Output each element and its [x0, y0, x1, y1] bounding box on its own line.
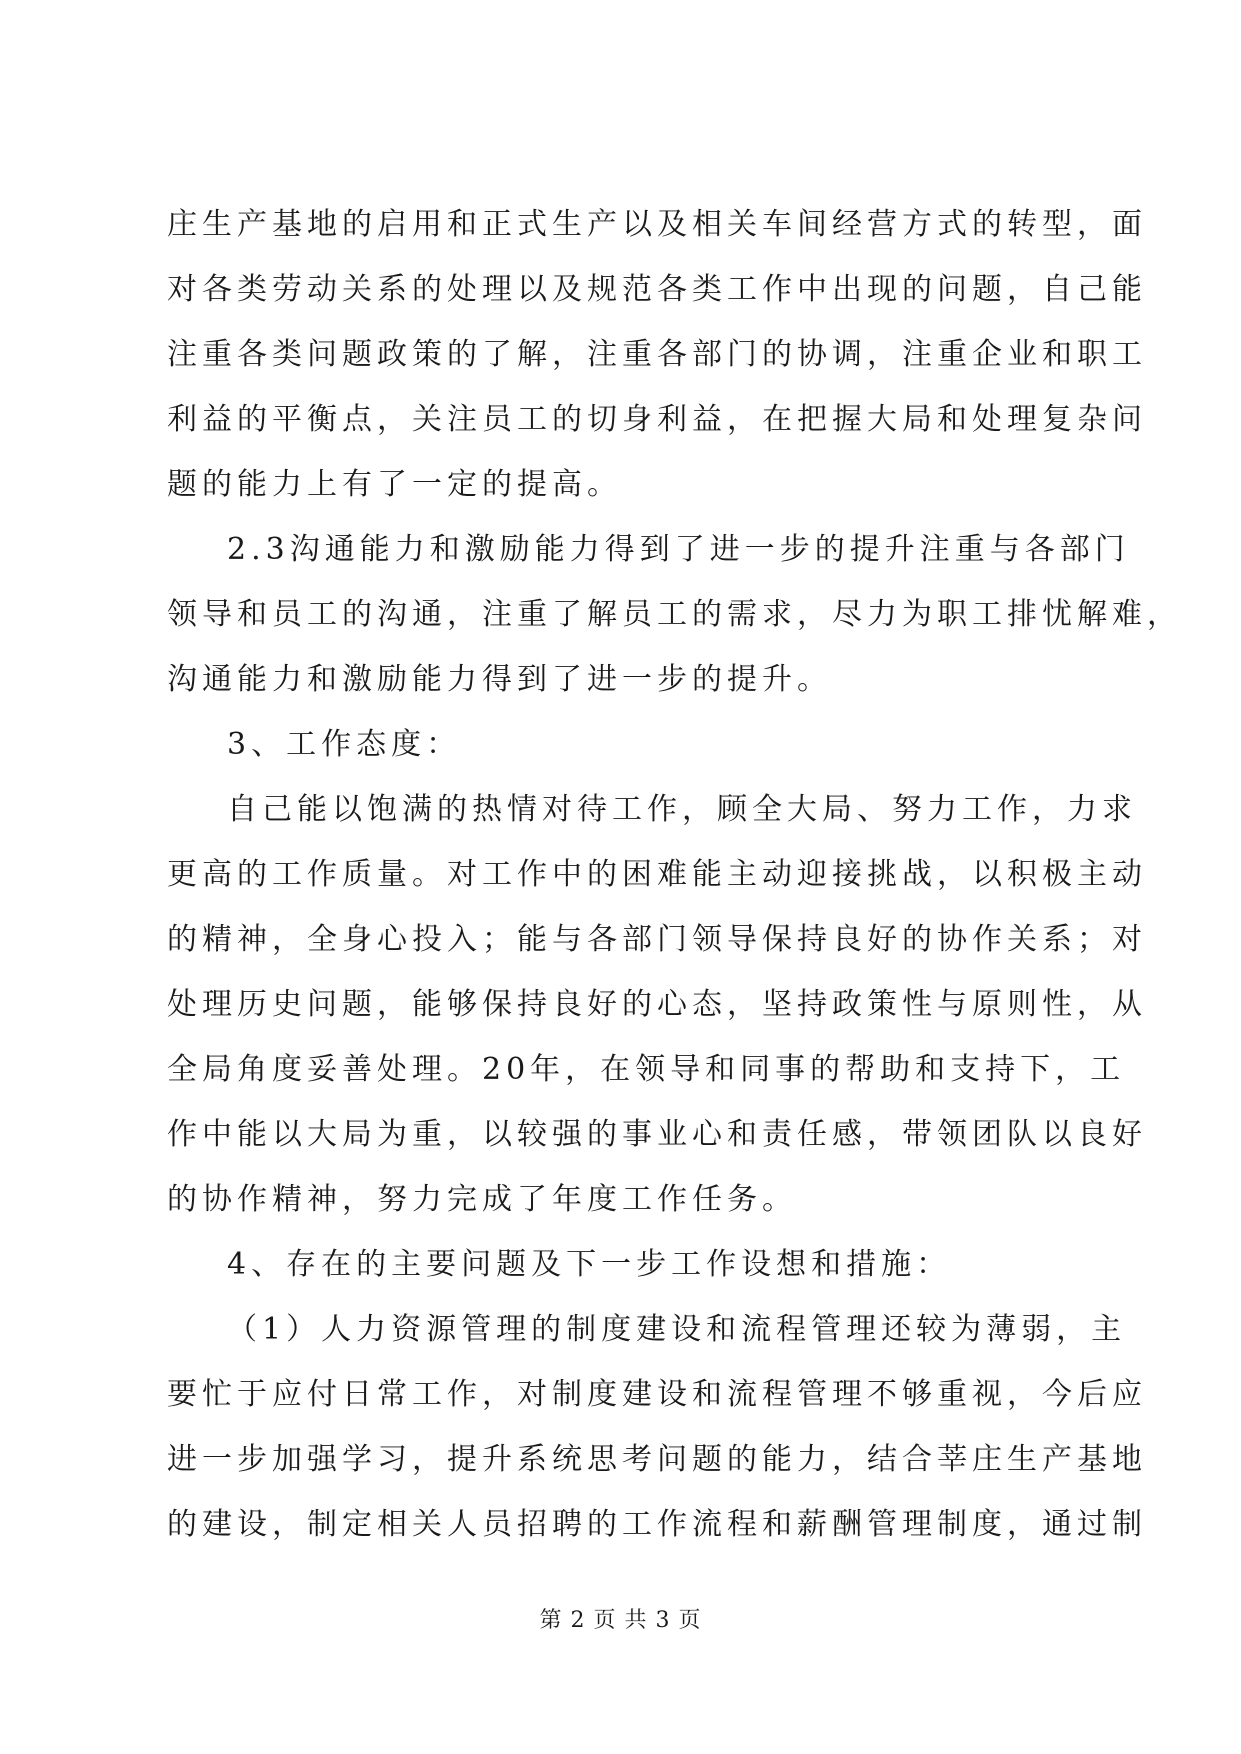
text-line: 处理历史问题，能够保持良好的心态，坚持政策性与原则性，从: [167, 987, 1147, 1022]
text-line: 的建设，制定相关人员招聘的工作流程和薪酬管理制度，通过制: [167, 1507, 1147, 1542]
text-line: 利益的平衡点，关注员工的切身利益，在把握大局和处理复杂问: [167, 402, 1147, 437]
section-heading: 2.3沟通能力和激励能力得到了进一步的提升注重与各部门: [227, 532, 1130, 567]
text-line: 注重各类问题政策的了解，注重各部门的协调，注重企业和职工: [167, 337, 1147, 372]
text-line: 领导和员工的沟通，注重了解员工的需求，尽力为职工排忧解难，: [167, 597, 1182, 632]
text-line: 沟通能力和激励能力得到了进一步的提升。: [167, 662, 832, 697]
text-line: 要忙于应付日常工作，对制度建设和流程管理不够重视，今后应: [167, 1377, 1147, 1412]
text-line: 的精神，全身心投入；能与各部门领导保持良好的协作关系；对: [167, 922, 1147, 957]
text-line: 作中能以大局为重，以较强的事业心和责任感，带领团队以良好: [167, 1117, 1147, 1152]
page-number-footer: 第 2 页 共 3 页: [539, 1608, 702, 1633]
text-line: 进一步加强学习，提升系统思考问题的能力，结合莘庄生产基地: [167, 1442, 1147, 1477]
text-line: 自己能以饱满的热情对待工作，顾全大局、努力工作，力求: [227, 792, 1137, 827]
section-heading: 4、存在的主要问题及下一步工作设想和措施：: [227, 1247, 952, 1282]
text-line: 的协作精神，努力完成了年度工作任务。: [167, 1182, 797, 1217]
text-line: 更高的工作质量。对工作中的困难能主动迎接挑战，以积极主动: [167, 857, 1147, 892]
text-line: 题的能力上有了一定的提高。: [167, 467, 622, 502]
text-line: （1）人力资源管理的制度建设和流程管理还较为薄弱，主: [227, 1312, 1127, 1347]
text-line: 全局角度妥善处理。20年，在领导和同事的帮助和支持下，工: [167, 1052, 1126, 1087]
text-line: 庄生产基地的启用和正式生产以及相关车间经营方式的转型，面: [167, 207, 1147, 242]
section-heading: 3、工作态度：: [227, 727, 462, 762]
text-line: 对各类劳动关系的处理以及规范各类工作中出现的问题，自己能: [167, 272, 1147, 307]
